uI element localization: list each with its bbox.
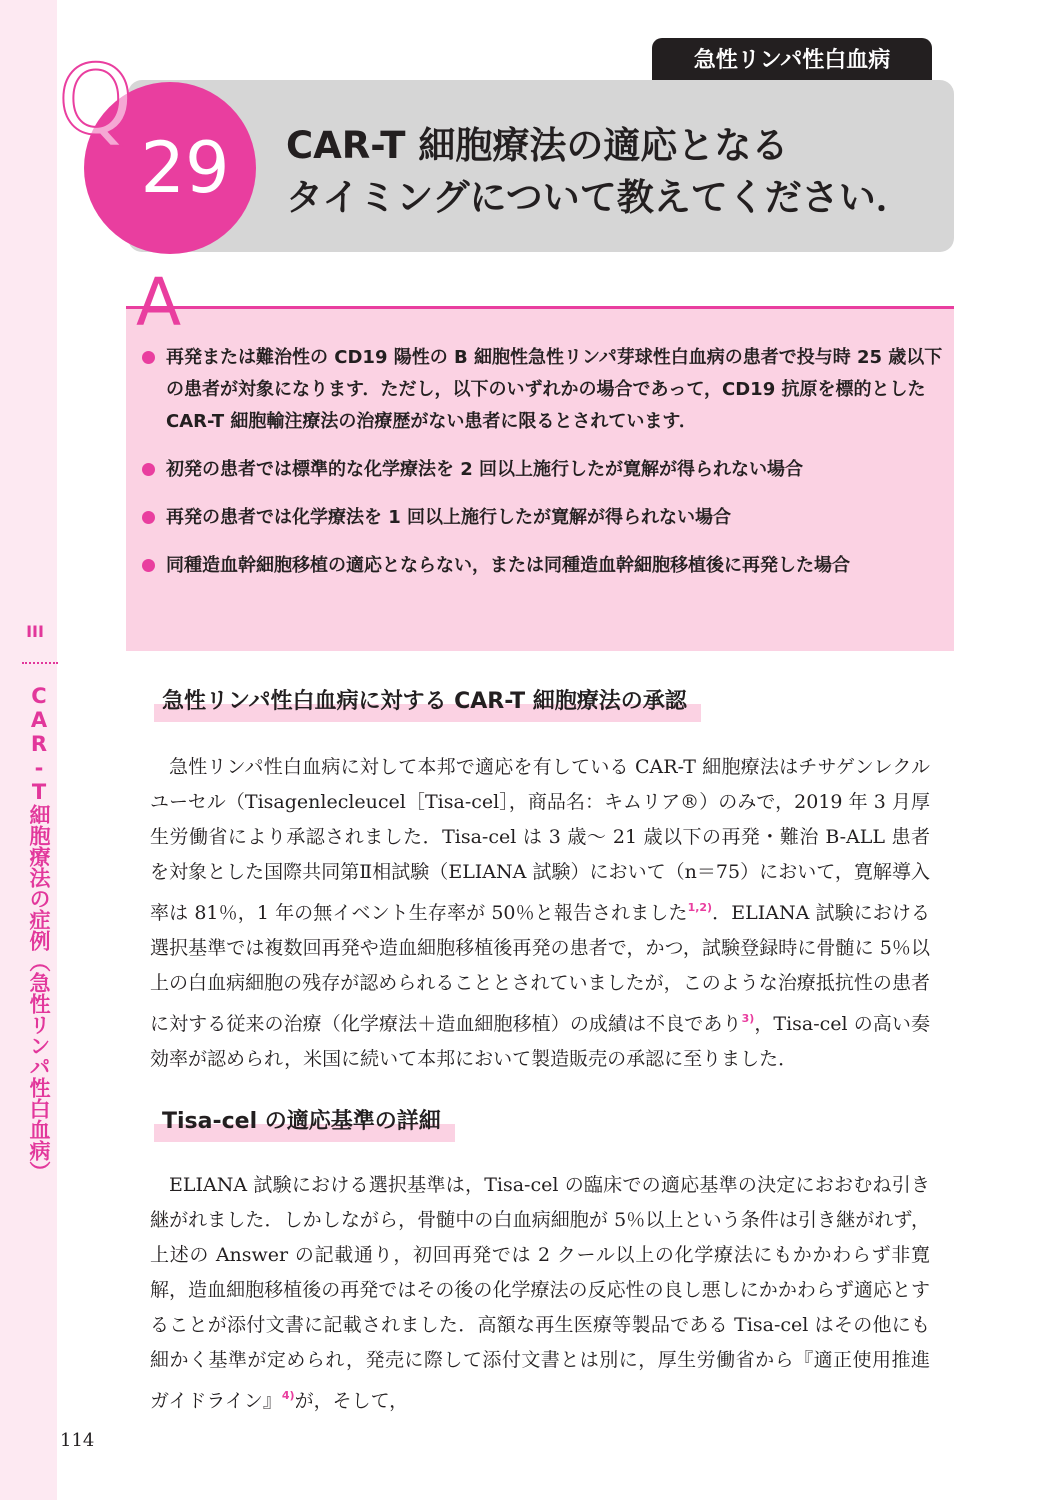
- citation-ref[interactable]: 3): [741, 1012, 755, 1025]
- section-heading: 急性リンパ性白血病に対する CAR-T 細胞療法の承認: [154, 686, 701, 722]
- answer-bullet: [138, 550, 944, 582]
- page-number: 114: [60, 1430, 95, 1451]
- chapter-number: III: [26, 622, 44, 641]
- question-title: [286, 120, 926, 224]
- answer-bullet-text: 再発または難治性の CD19 陽性の B 細胞性急性リンパ芽球性白血病の患者で投与時 25 歳以下の患者が対象になります．ただし，以下のいずれかの場合であって，CD19 抗原を標的とした CAR-T 細胞輸注療法の治療歴がない患者に限るとされています．: [166, 347, 943, 432]
- citation-ref[interactable]: 1,2): [687, 901, 713, 914]
- question-title-line1: CAR-T 細胞療法の適応となる: [286, 124, 789, 167]
- paragraph-text: ELIANA 試験における選択基準は，Tisa-cel の臨床での適応基準の決定におおむね引き継がれました．しかしながら，骨髄中の白血病細胞が 5％以上という条件は引き継がれず，上述の Answer の記載通り，初回再発では 2 クール以上の化学療法にもかかわらず非寛解，造血細胞移植後の再発ではその後の化学療法の反応性の良し悪しにかかわらず適応とすることが添付文書に記載されました．高額な再生医療等製品である Tisa-cel はその他にも細かく基準が定められ，発売に際して添付文書とは別に，厚生労働省から『適正使用推進ガイドライン』: [150, 1174, 930, 1412]
- answer-bullet-text: 同種造血幹細胞移植の適応とならない，または同種造血幹細胞移植後に再発した場合: [166, 555, 850, 576]
- answer-bullet: [138, 454, 944, 486]
- answer-letter: A: [136, 264, 182, 341]
- answer-bullets: [138, 342, 944, 598]
- section-paragraph: [150, 1168, 930, 1419]
- question-title-line2: タイミングについて教えてください．: [286, 176, 913, 219]
- answer-bullet-text: 再発の患者では化学療法を 1 回以上施行したが寛解が得られない場合: [166, 507, 732, 528]
- answer-bullet: [138, 502, 944, 534]
- paragraph-text: ，Tisa-cel の高い奏効率が認められ，米国に続いて本邦において製造販売の承認に至りました．: [150, 1013, 930, 1070]
- bullet-dot-icon: [142, 559, 155, 572]
- question-letter: Q: [58, 44, 134, 156]
- paragraph-text: が，そして，: [294, 1390, 409, 1412]
- question-number: 29: [140, 127, 230, 209]
- bullet-dot-icon: [142, 463, 155, 476]
- citation-ref[interactable]: 4): [281, 1389, 295, 1402]
- answer-bullet: [138, 342, 944, 438]
- paragraph-text: 急性リンパ性白血病に対して本邦で適応を有している CAR-T 細胞療法はチサゲンレクルユーセル（Tisagenlecleucel［Tisa-cel］，商品名：キムリア®）のみで，2019 年 3 月厚生労働省により承認されました．Tisa-cel は 3 歳～ 21 歳以下の再発・難治 B-ALL 患者を対象とした国際共同第Ⅱ相試験（ELIANA 試験）において（n＝75）において，寛解導入率は 81％，1 年の無イベント生存率が 50％と報告されました: [150, 756, 930, 924]
- chapter-title-vertical: CAR-T細胞療法の症例（急性リンパ性白血病）: [27, 684, 51, 1182]
- bullet-dot-icon: [142, 351, 155, 364]
- paragraph-text: ．ELIANA 試験における選択基準では複数回再発や造血細胞移植後再発の患者で，かつ，試験登録時に骨髄に 5％以上の白血病細胞の残存が認められることとされていましたが，このような治療抵抗性の患者に対する従来の治療（化学療法＋造血細胞移植）の成績は不良であり: [150, 902, 931, 1035]
- category-tab: 急性リンパ性白血病: [652, 38, 932, 84]
- bullet-dot-icon: [142, 511, 155, 524]
- answer-bullet-text: 初発の患者では標準的な化学療法を 2 回以上施行したが寛解が得られない場合: [166, 459, 804, 480]
- section-heading: Tisa-cel の適応基準の詳細: [154, 1106, 455, 1142]
- section-paragraph: [150, 750, 930, 1077]
- sidebar-divider: [22, 662, 58, 664]
